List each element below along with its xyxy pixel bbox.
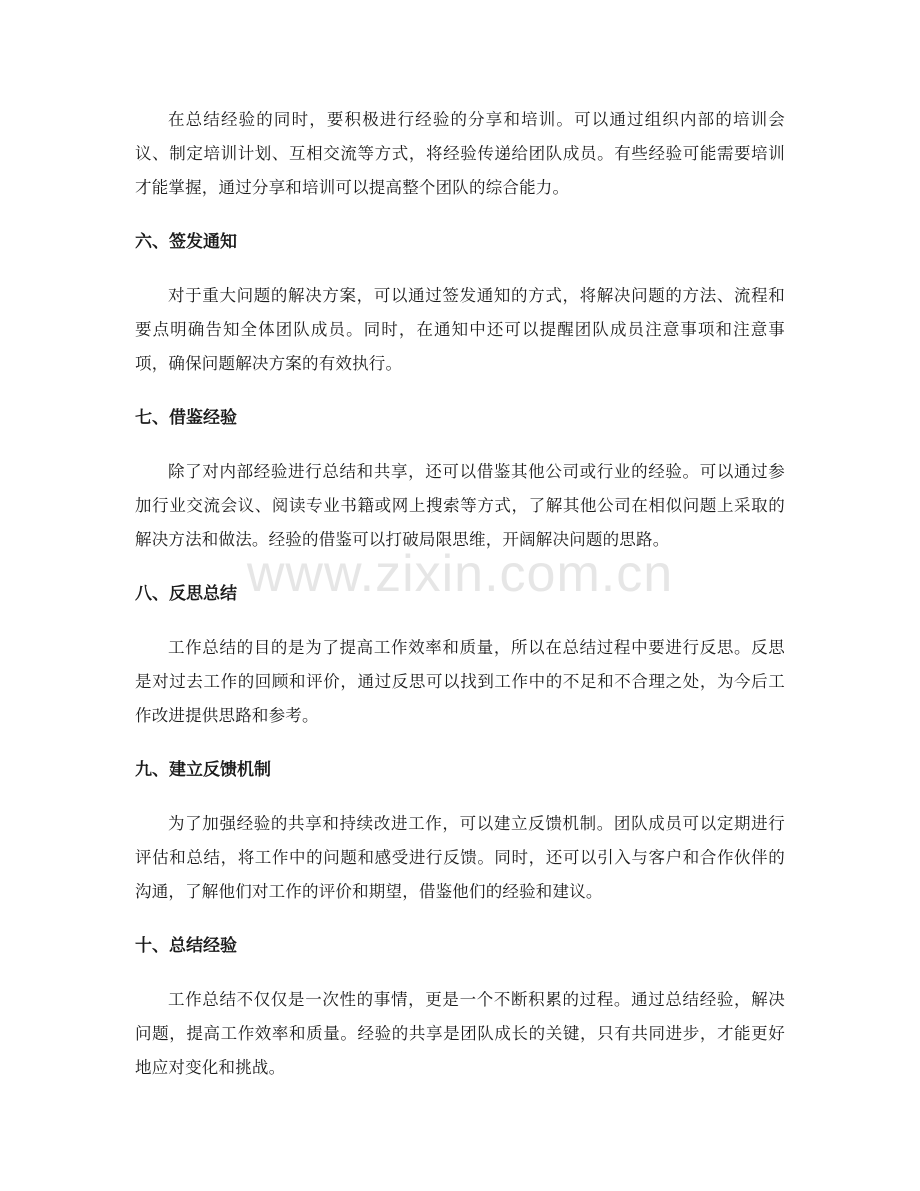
- section-heading-10: 十、总结经验: [135, 936, 237, 956]
- paragraph-borrow-experience: 除了对内部经验进行总结和共享，还可以借鉴其他公司或行业的经验。可以通过参加行业交流会议、阅读专业书籍或网上搜索等方式，了解其他公司在相似问题上采取的解决方法和做法。经验的借鉴可以打破局限思维，开阔解决问题的思路。: [135, 462, 785, 549]
- paragraph-summary: 工作总结不仅仅是一次性的事情，更是一个不断积累的过程。通过总结经验，解决问题，提高工作效率和质量。经验的共享是团队成长的关键，只有共同进步，才能更好地应对变化和挑战。: [135, 990, 785, 1077]
- paragraph-sharing-training: 在总结经验的同时，要积极进行经验的分享和培训。可以通过组织内部的培训会议、制定培训计划、互相交流等方式，将经验传递给团队成员。有些经验可能需要培训才能掌握，通过分享和培训可以提高整个团队的综合能力。: [135, 110, 785, 197]
- section-heading-7: 七、借鉴经验: [135, 408, 237, 428]
- document-body: [135, 103, 785, 1085]
- section-heading-8: 八、反思总结: [135, 584, 237, 604]
- section-heading-6: 六、签发通知: [135, 232, 237, 252]
- paragraph-feedback: 为了加强经验的共享和持续改进工作，可以建立反馈机制。团队成员可以定期进行评估和总结，将工作中的问题和感受进行反馈。同时，还可以引入与客户和合作伙伴的沟通，了解他们对工作的评价和期望，借鉴他们的经验和建议。: [135, 814, 785, 901]
- paragraph-issue-notice: 对于重大问题的解决方案，可以通过签发通知的方式，将解决问题的方法、流程和要点明确告知全体团队成员。同时，在通知中还可以提醒团队成员注意事项和注意事项，确保问题解决方案的有效执行。: [135, 286, 785, 373]
- section-heading-9: 九、建立反馈机制: [135, 760, 271, 780]
- watermark: www.zixin.com.cn: [246, 545, 674, 603]
- paragraph-reflection: 工作总结的目的是为了提高工作效率和质量，所以在总结过程中要进行反思。反思是对过去工作的回顾和评价，通过反思可以找到工作中的不足和不合理之处，为今后工作改进提供思路和参考。: [135, 638, 785, 725]
